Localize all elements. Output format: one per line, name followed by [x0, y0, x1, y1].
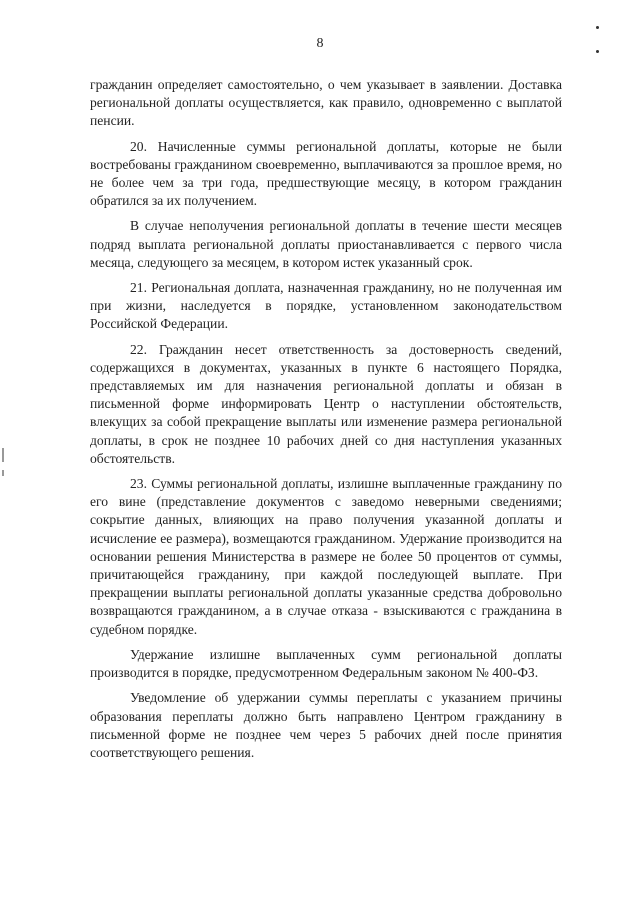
paragraph-20: 20. Начисленные суммы региональной доплаты, которые не были востребованы гражданином своевременно, выплачиваются за прошлое время, но не более чем за три года, предшествующие месяцу, в котором гражданин обратился за их получением.	[90, 138, 562, 209]
paragraph-continuation: гражданин определяет самостоятельно, о чем указывает в заявлении. Доставка региональной доплаты осуществляется, как правило, одновременно с выплатой пенсии.	[90, 77, 562, 129]
paragraph-23: 23. Суммы региональной доплаты, излишне выплаченные гражданину по его вине (представление документов с заведомо неверными сведениями; сокрытие данных, влияющих на право получения указанной доплаты и исчисление ее размера), возмещаются гражданином. Удержание производится на основании решения Министерства в размере не более 50 процентов от суммы, причитающейся гражданину, при каждой последующей выплате. При прекращении выплаты региональной доплаты указанные средства добровольно возвращаются гражданином, а в случае отказа - взыскиваются с гражданина в судебном порядке.	[90, 476, 562, 637]
page-number: 8	[316, 36, 324, 51]
scan-speck	[596, 50, 599, 53]
paragraph-20-suspension: В случае неполучения региональной доплаты в течение шести месяцев подряд выплата региональной доплаты приостанавливается с первого числа месяца, следующего за месяцем, в котором истек указанный срок.	[90, 218, 562, 270]
paragraph-21: 21. Региональная доплата, назначенная гражданину, но не полученная им при жизни, наследуется в порядке, установленном законодательством Российской Федерации.	[90, 280, 562, 332]
document-body	[90, 76, 562, 769]
scan-edge-mark	[2, 470, 4, 476]
scan-edge-mark	[2, 448, 4, 462]
paragraph-23-withholding: Удержание излишне выплаченных сумм региональной доплаты производится в порядке, предусмотренном Федеральным законом № 400-ФЗ.	[90, 646, 562, 681]
paragraph-23-notification: Уведомление об удержании суммы переплаты с указанием причины образования переплаты должно быть направлено Центром гражданину в письменной форме не позднее чем через 5 рабочих дней после принятия соответствующего решения.	[90, 690, 562, 760]
paragraph-22: 22. Гражданин несет ответственность за достоверность сведений, содержащихся в документах, указанных в пункте 6 настоящего Порядка, представляемых им для назначения региональной доплаты и обязан в письменной форме информировать Центр о наступлении обстоятельств, влекущих за собой прекращение выплаты или изменение размера региональной доплаты, в срок не позднее 10 рабочих дней со дня наступления указанных обстоятельств.	[90, 341, 562, 466]
scan-speck	[596, 26, 599, 29]
